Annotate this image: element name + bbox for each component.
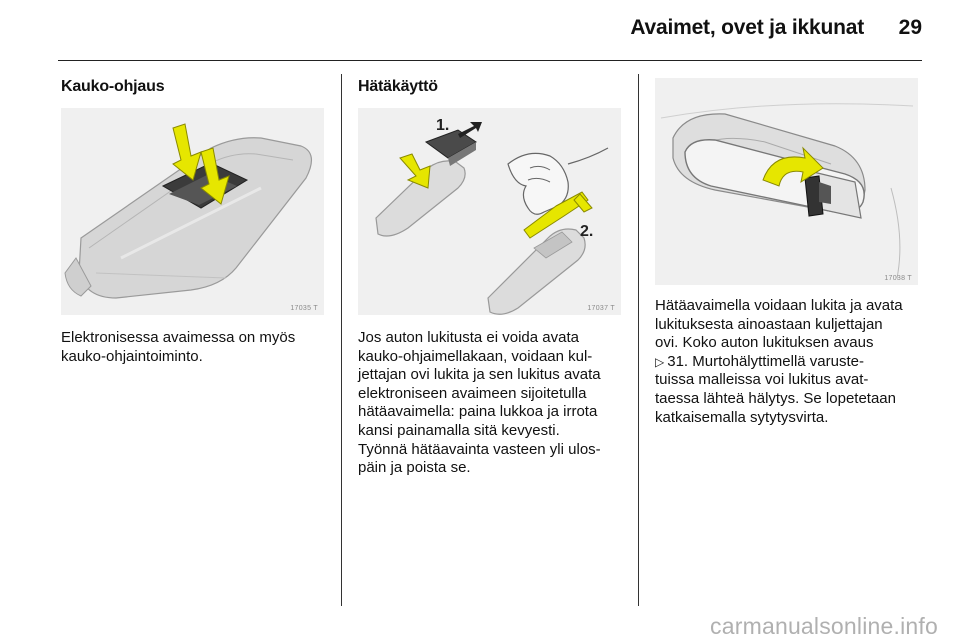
text-line: ovi. Koko auton lukituksen avaus	[655, 334, 874, 352]
door-lock-illustration	[655, 78, 918, 285]
text-line-with-xref	[655, 353, 903, 372]
paragraph-remote-control	[61, 329, 295, 366]
step-2-label: 2.	[580, 223, 594, 240]
section-heading-remote-control: Kauko-ohjaus	[61, 78, 165, 95]
emergency-key-illustration	[358, 108, 621, 315]
text-line: taessa lähteä hälytys. Se lopetetaan	[655, 389, 896, 407]
text-line: tuissa malleissa voi lukitus avat-	[655, 371, 869, 389]
text-line: 31. Murtohälyttimellä varuste-	[667, 352, 864, 370]
text-line: Työnnä hätäavainta vasteen yli ulos-	[358, 440, 601, 458]
paragraph-emergency-use	[358, 329, 601, 478]
page-number: 29	[898, 16, 922, 39]
figure-emergency-key	[358, 108, 621, 315]
text-line: kauko-ohjaimellakaan, voidaan kul-	[358, 347, 593, 365]
header-rule	[58, 60, 922, 61]
text-line: Jos auton lukitusta ei voida avata	[358, 329, 579, 346]
figure-code: 17037 T	[587, 305, 615, 312]
figure-code: 17035 T	[290, 305, 318, 312]
figure-door-lock	[655, 78, 918, 285]
running-header-title: Avaimet, ovet ja ikkunat	[630, 16, 864, 39]
triangle-right-icon: ▷	[655, 354, 665, 369]
figure-code: 17038 T	[884, 275, 912, 282]
text-line: lukituksesta ainoastaan kuljettajan	[655, 315, 883, 333]
paragraph-emergency-key-info	[655, 297, 903, 427]
text-line: katkaisemalla sytytysvirta.	[655, 408, 829, 426]
watermark: carmanualsonline.info	[710, 613, 938, 639]
column-divider-left	[341, 74, 342, 606]
section-heading-emergency-use: Hätäkäyttö	[358, 78, 438, 95]
text-line: hätäavaimella: paina lukkoa ja irrota	[358, 403, 598, 421]
text-line: jettajan ovi lukita ja sen lukitus avata	[358, 366, 601, 384]
remote-key-illustration	[61, 108, 324, 315]
text-line: Hätäavaimella voidaan lukita ja avata	[655, 297, 903, 314]
text-line: elektroniseen avaimeen sijoitetulla	[358, 384, 587, 402]
column-divider-right	[638, 74, 639, 606]
text-line: kauko-ohjaintoiminto.	[61, 347, 203, 365]
step-1-label: 1.	[436, 117, 450, 134]
text-line: päin ja poista se.	[358, 459, 471, 477]
text-line: kansi painamalla sitä kevyesti.	[358, 421, 560, 439]
text-line: Elektronisessa avaimessa on myös	[61, 329, 296, 346]
figure-remote-key	[61, 108, 324, 315]
